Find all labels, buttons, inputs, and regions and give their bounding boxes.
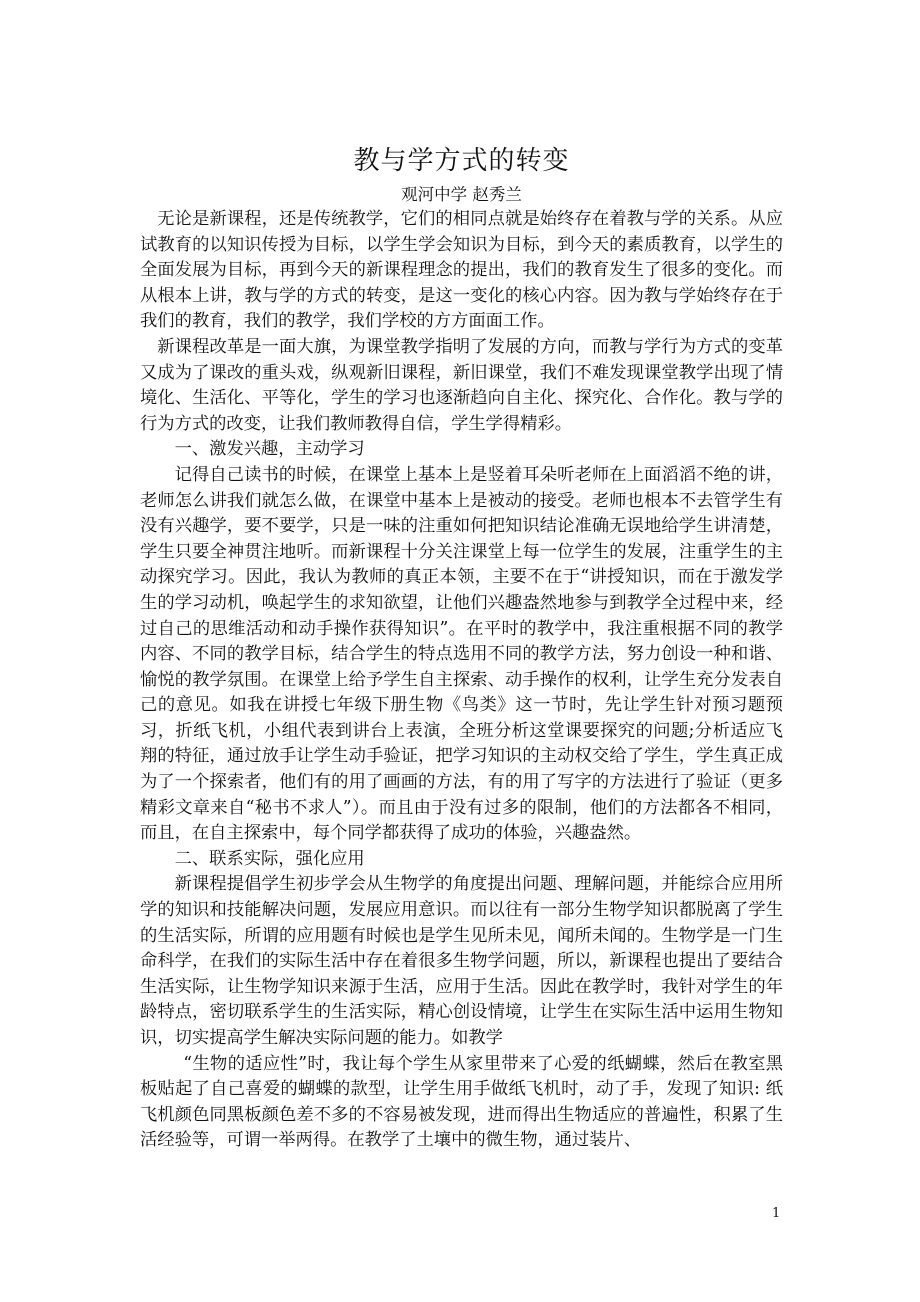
paragraph-interest: 记得自己读书的时候，在课堂上基本上是竖着耳朵听老师在上面滔滔不绝的讲，老师怎么讲我们就怎么做，在课堂中基本上是被动的接受。老师也根本不去管学生有没有兴趣学，要不要学，只是一味的注重如何把知识结论准确无误地给学生讲清楚，学生只要全神贯注地听。而新课程十分关注课堂上每一位学生的发展，注重学生的主动探究学习。因此，我认为教师的真正本领，主要不在于“讲授知识，而在于激发学生的学习动机，唤起学生的求知欲望，让他们兴趣盎然地参与到教学全过程中来，经过自己的思维活动和动手操作获得知识”。在平时的教学中，我注重根据不同的教学内容、不同的教学目标，结合学生的特点选用不同的教学方法，努力创设一种和谐、愉悦的教学氛围。在课堂上给予学生自主探索、动手操作的权利，让学生充分发表自己的意见。如我在讲授七年级下册生物《鸟类》这一节时，先让学生针对预习题预习，折纸飞机，小组代表到讲台上表演，全班分析这堂课要探究的问题;分析适应飞翔的特征，通过放手让学生动手验证，把学习知识的主动权交给了学生，学生真正成为了一个探索者，他们有的用了画画的方法，有的用了写字的方法进行了验证（更多精彩文章来自“秘书不求人”）。而且由于没有过多的限制，他们的方法都各不相同，而且，在自主探索中，每个同学都获得了成功的体验，兴趣盎然。: [140, 464, 783, 844]
page-number: 1: [772, 1206, 781, 1221]
document-body: [140, 141, 783, 1154]
paragraph-intro: 无论是新课程，还是传统教学，它们的相同点就是始终存在着教与学的关系。从应试教育的以知识传授为目标，以学生学会知识为目标，到今天的素质教育，以学生的全面发展为目标，再到今天的新课程理念的提出，我们的教育发生了很多的变化。而从根本上讲，教与学的方式的转变，是这一变化的核心内容。因为教与学始终存在于我们的教育，我们的教学，我们学校的方方面面工作。: [140, 209, 783, 332]
section-heading-1: 一、激发兴趣，主动学习: [174, 439, 365, 460]
author-byline: 观河中学 赵秀兰: [401, 185, 522, 204]
paragraph-application: 新课程提倡学生初步学会从生物学的角度提出问题、理解问题，并能综合应用所学的知识和技能解决问题，发展应用意识。而以往有一部分生物学知识都脱离了学生的生活实际，所谓的应用题有时候也是学生见所未见，闻所未闻的。生物学是一门生命科学，在我们的实际生活中存在着很多生物学问题，所以，新课程也提出了要结合生活实际，让生物学知识来源于生活，应用于生活。因此在教学时，我针对学生的年龄特点，密切联系学生的生活实际，精心创设情境，让学生在实际生活中运用生物知识，切实提高学生解决实际问题的能力。如教学: [140, 874, 783, 1048]
paragraph-adaptation: “生物的适应性”时，我让每个学生从家里带来了心爱的纸蝴蝶，然后在教室黑板贴起了自己喜爱的蝴蝶的款型，让学生用手做纸飞机时，动了手，发现了知识: 纸飞机颜色同黑板颜色差不多的不容易被发现，进而得出生物适应的普遍性，积累了生活经验等，可谓一举两得。在教学了土壤中的微生物，通过装片、: [140, 1053, 783, 1151]
document-title: 教与学方式的转变: [353, 146, 570, 176]
section-heading-2: 二、联系实际，强化应用: [174, 848, 365, 869]
paragraph-reform: 新课程改革是一面大旗，为课堂教学指明了发展的方向，而教与学行为方式的变革又成为了课改的重头戏，纵观新旧课程，新旧课堂，我们不难发现课堂教学出现了情境化、生活化、平等化，学生的学习也逐渐趋向自主化、探究化、合作化。教与学的行为方式的改变，让我们教师教得自信，学生学得精彩。: [140, 336, 783, 434]
